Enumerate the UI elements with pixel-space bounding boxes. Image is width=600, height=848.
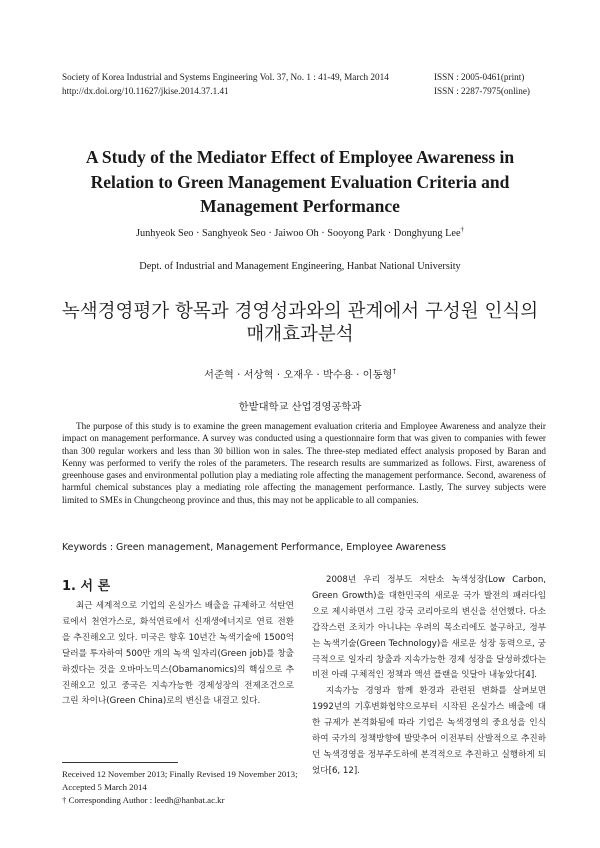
english-title-line: A Study of the Mediator Effect of Employee Awareness in bbox=[85, 147, 515, 167]
korean-authors bbox=[40, 366, 560, 381]
corresponding-author: † Corresponding Author : leedh@hanbat.ac.kr bbox=[62, 795, 225, 805]
english-title bbox=[40, 145, 560, 219]
right-column bbox=[312, 573, 546, 780]
issn-online: ISSN : 2287-7975(online) bbox=[434, 86, 530, 96]
body-paragraph: 최근 세계적으로 기업의 온실가스 배출을 규제하고 석탄연료에서 천연가스로, 화석연료에서 신재생에너지로 연료 전환을 추진해오고 있다. 미국은 향후 10년간 녹색기술에 1500억 달러를 투자하여 500만 개의 녹색 일자리(Green job)를 창출하겠다는 것을 오바마노믹스(Obamanomics)의 핵심으로 추진해오고 있고 중국은 지속가능한 경제성장의 전제조건으로 그린 차이나(Green China)로의 변신을 내걸고 있다. bbox=[62, 601, 294, 707]
accepted-date: Accepted 5 March 2014 bbox=[62, 782, 147, 792]
korean-title-line: 녹색경영평가 항목과 경영성과와의 관계에서 구성원 인식의 bbox=[61, 301, 539, 322]
english-affiliation: Dept. of Industrial and Management Engineering, Hanbat National University bbox=[139, 261, 461, 272]
keywords-label: Keywords bbox=[62, 542, 107, 553]
korean-affiliation: 한밭대학교 산업경영공학과 bbox=[238, 401, 362, 413]
korean-title bbox=[40, 300, 560, 346]
keywords-value: : Green management, Management Performance, Employee Awareness bbox=[109, 542, 447, 553]
received-date: Received 12 November 2013; Finally Revised 19 November 2013; bbox=[62, 769, 298, 779]
english-author-list: Junhyeok Seo · Sanghyeok Seo · Jaiwoo Oh · Sooyong Park · Donghyung Lee bbox=[135, 228, 461, 239]
korean-title-line: 매개효과분석 bbox=[246, 324, 354, 345]
journal-header bbox=[62, 70, 542, 98]
corresponding-mark: † bbox=[460, 225, 465, 234]
english-title-line: Management Performance bbox=[200, 196, 400, 216]
english-title-line: Relation to Green Management Evaluation Criteria and bbox=[90, 171, 510, 192]
english-authors bbox=[40, 225, 560, 239]
journal-citation: Society of Korea Industrial and Systems Engineering Vol. 37, No. 1 : 41-49, March 2014 bbox=[62, 72, 389, 82]
issn-print: ISSN : 2005-0461(print) bbox=[434, 72, 525, 82]
keywords bbox=[62, 542, 546, 553]
doi-link[interactable]: http://dx.doi.org/10.11627/jkise.2014.37.1.41 bbox=[62, 86, 229, 96]
footnote-divider bbox=[62, 762, 178, 763]
footnotes bbox=[62, 768, 298, 807]
korean-author-list: 서준혁 · 서상혁 · 오재우 · 박수용 · 이동형 bbox=[204, 369, 393, 381]
corresponding-mark: † bbox=[392, 367, 396, 376]
body-paragraph: 2008년 우리 정부도 저탄소 녹색성장(Low Carbon, Green Growth)을 대한민국의 새로운 국가 발전의 패러다임으로 제시하면서 그린 강국 코리아로의 변신을 선언했다. 다소 갑작스런 조치가 아니냐는 우려의 목소리에도 불구하고, 정부는 녹색기술(Green Technology)을 새로운 성장 동력으로, 궁극적으로 일자리 창출과 지속가능한 경제 성장을 달성하겠다는 비전 아래 구체적인 정책과 액션 플랜을 잇달아 내놓았다[4]. bbox=[312, 575, 546, 681]
body-paragraph: 지속가능 경영과 함께 환경과 관련된 변화를 살펴보면 1992년의 기후변화협약으로부터 시작된 온실가스 배출에 대한 규제가 본격화됨에 따라 기업은 녹색경영의 중요성을 인식하여 국가의 정책방향에 발맞추어 이전부터 산발적으로 추진하던 녹색경영을 정부주도하에 본격적으로 추진하고 실행하게 되었다[6, 12]. bbox=[312, 686, 546, 776]
abstract: The purpose of this study is to examine the green management evaluation criteria and Employee Awareness and analyze their impact on management performance. A survey was conducted using a questionnaire form that was given to companies with fewer than 300 regular workers and less than 30 billion won in sales. The three-step mediated effect analysis proposed by Baran and Kenny was performed to verify the roles of the parameters. The research results are summarized as follows. First, awareness of greenhouse gases and environmental pollution play a mediating role affecting the management performance. Second, awareness of harmful chemical substances play a mediating role affecting the management performance. Lastly, The survey subjects were limited to SMEs in Chungcheong province and thus, this may not be applicable to all companies. bbox=[62, 421, 546, 505]
section-heading: 1. 서 론 bbox=[62, 579, 111, 594]
left-column bbox=[62, 599, 294, 710]
